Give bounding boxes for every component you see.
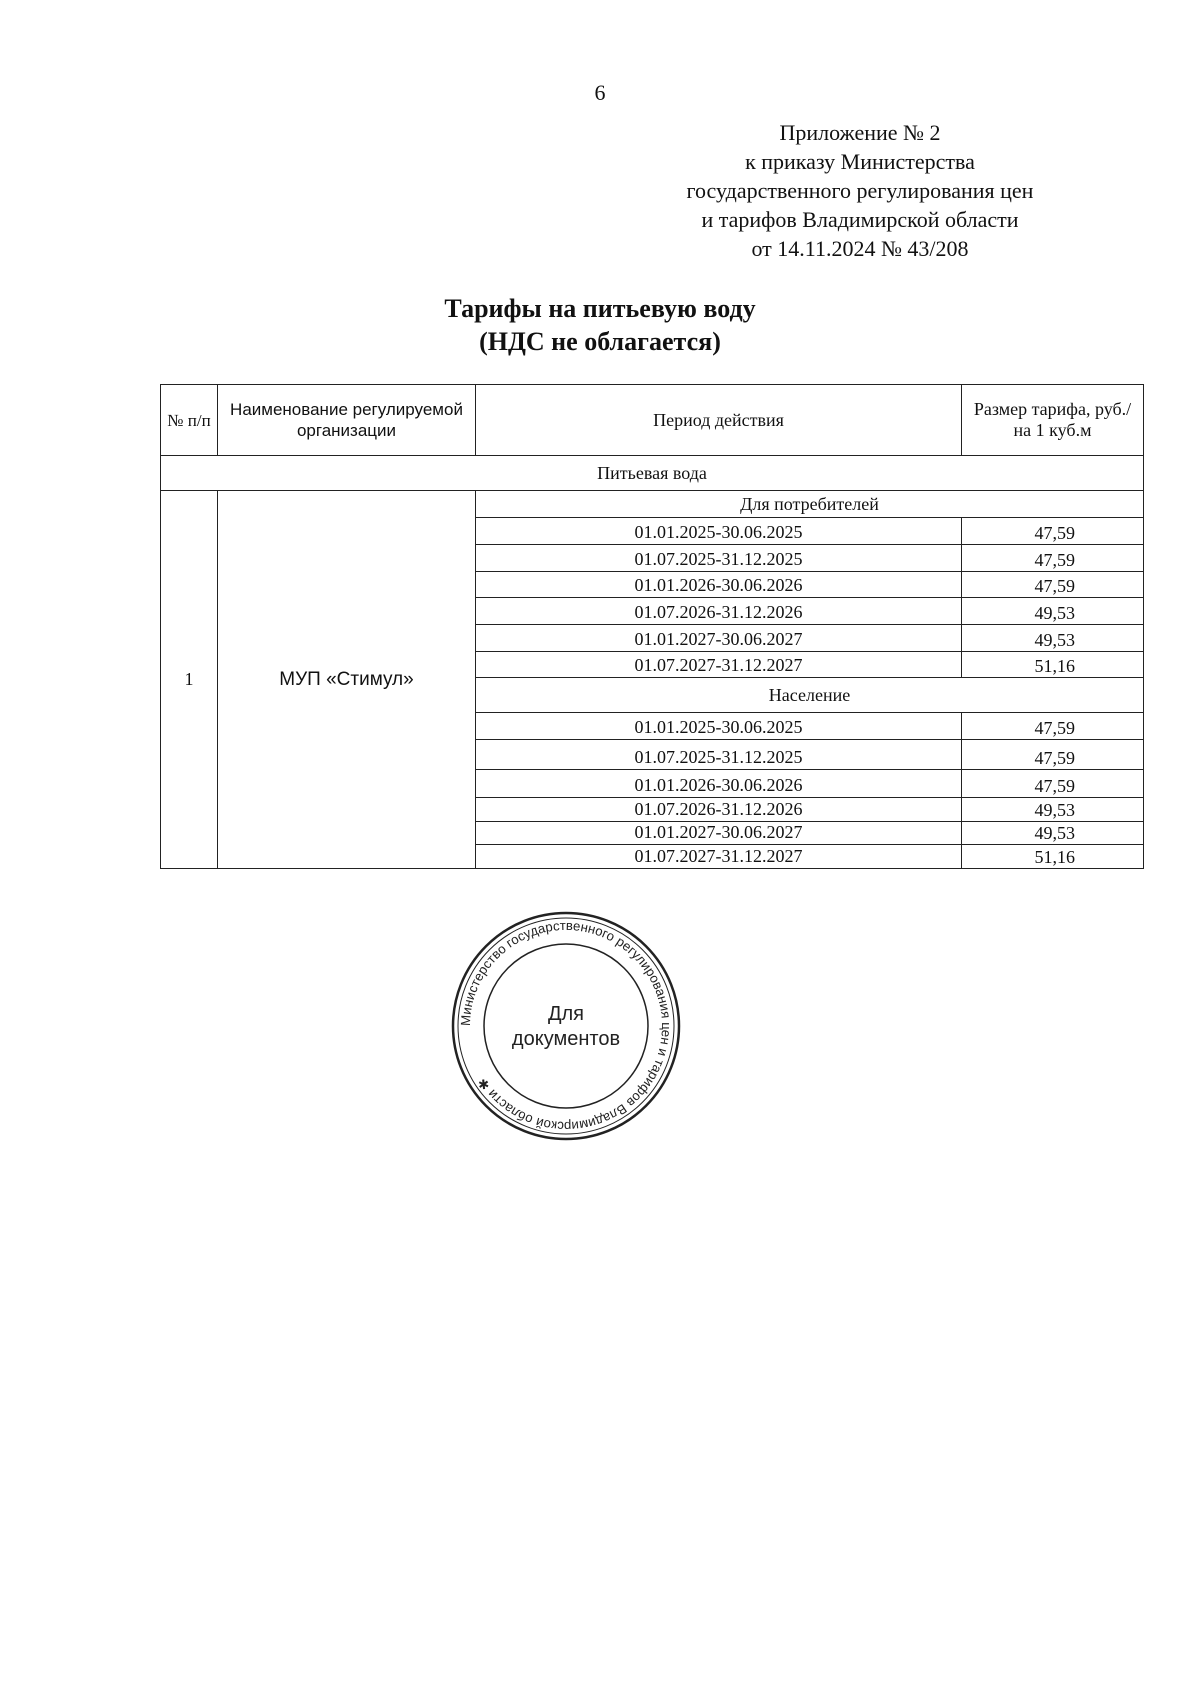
period-cell: 01.07.2027-31.12.2027 [476,845,962,869]
section-label: Питьевая вода [161,456,1144,491]
header-period: Период действия [476,385,962,456]
stamp-center-text: документов [511,1028,621,1050]
appendix-line: Приложение № 2 [779,120,941,145]
tariff-value-cell: 47,59 [962,713,1144,740]
appendix-line: к приказу Министерства [745,149,975,174]
group-row [161,491,1144,518]
tariff-value-cell: 49,53 [962,822,1144,845]
period-cell: 01.01.2027-30.06.2027 [476,822,962,845]
group-label: Для потребителей [476,491,1144,518]
tariff-value-cell: 47,59 [962,572,1144,598]
stamp-inner-ring [484,944,648,1108]
title-line: Тарифы на питьевую воду [444,294,756,323]
period-cell: 01.07.2027-31.12.2027 [476,652,962,678]
table-header-row [161,385,1144,456]
page-number: 6 [594,80,606,105]
tariff-table [160,384,1144,869]
period-cell: 01.01.2025-30.06.2025 [476,518,962,545]
header-organization: Наименование регулируемой организации [218,385,476,456]
appendix-line: от 14.11.2024 № 43/208 [751,236,969,261]
appendix-block [600,118,1120,263]
period-cell: 01.01.2025-30.06.2025 [476,713,962,740]
tariff-value-cell: 49,53 [962,798,1144,822]
tariff-value-cell: 47,59 [962,770,1144,798]
group-label: Население [476,678,1144,713]
period-cell: 01.07.2025-31.12.2025 [476,740,962,770]
stamp-ring-text: Министерство государственного регулирования цен и тарифов Владимирской области ✱ [457,917,675,1135]
tariff-value-cell: 51,16 [962,845,1144,869]
stamp-outer-ring [453,913,679,1139]
row-number: 1 [161,491,218,869]
period-cell: 01.01.2026-30.06.2026 [476,572,962,598]
document-title [0,292,1200,358]
official-stamp [450,910,682,1142]
appendix-line: государственного регулирования цен [686,178,1034,203]
section-row [161,456,1144,491]
period-cell: 01.07.2026-31.12.2026 [476,798,962,822]
stamp-center-text: Для [547,1003,585,1025]
tariff-value-cell: 49,53 [962,598,1144,625]
period-cell: 01.07.2025-31.12.2025 [476,545,962,572]
period-cell: 01.01.2026-30.06.2026 [476,770,962,798]
tariff-value-cell: 51,16 [962,652,1144,678]
header-number: № п/п [161,385,218,456]
tariff-value-cell: 47,59 [962,518,1144,545]
tariff-value-cell: 47,59 [962,740,1144,770]
appendix-line: и тарифов Владимирской области [701,207,1019,232]
organization-name: МУП «Стимул» [218,491,476,869]
tariff-value-cell: 47,59 [962,545,1144,572]
title-line: (НДС не облагается) [479,327,721,356]
tariff-value-cell: 49,53 [962,625,1144,652]
period-cell: 01.01.2027-30.06.2027 [476,625,962,652]
period-cell: 01.07.2026-31.12.2026 [476,598,962,625]
header-tariff-size: Размер тарифа, руб./на 1 куб.м [962,385,1144,456]
